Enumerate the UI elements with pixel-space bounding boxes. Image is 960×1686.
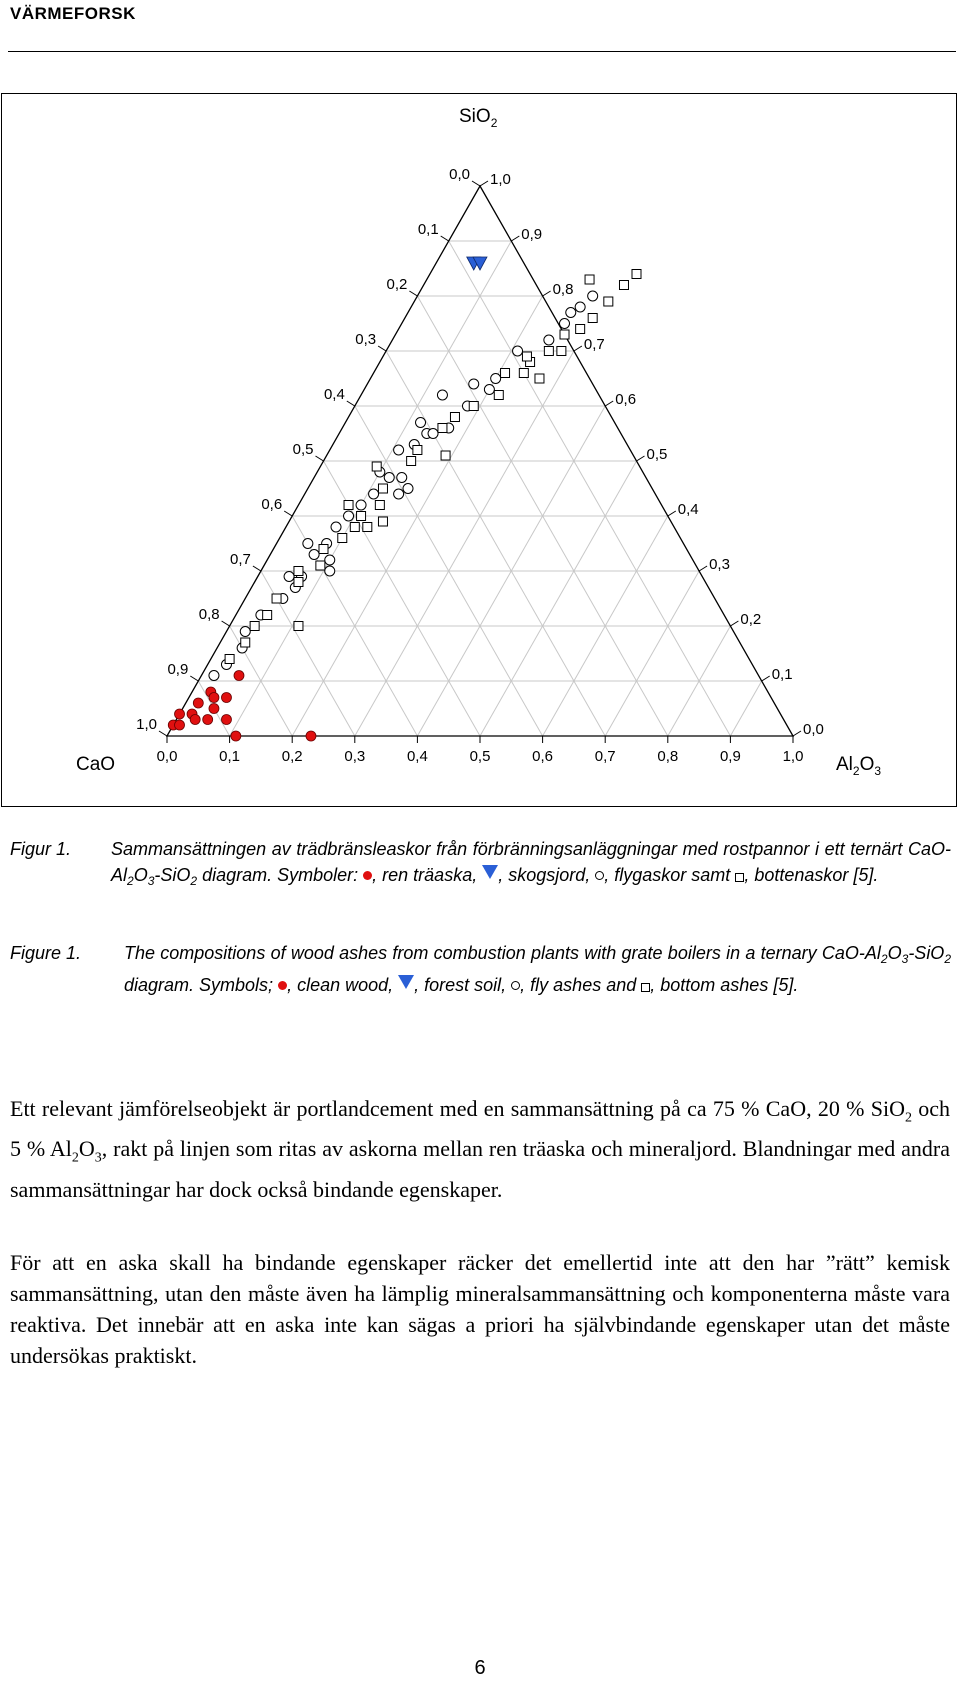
marker-clean-wood: [193, 698, 203, 708]
caption-sv-t7: , flygaskor samt: [604, 865, 736, 885]
tick-label-right: 0,3: [709, 556, 730, 573]
tick-label-left: 0,6: [261, 496, 283, 513]
tick-label-right: 0,5: [646, 446, 668, 463]
marker-bottom-ash: [357, 512, 366, 521]
marker-bottom-ash: [363, 523, 372, 532]
vertex-label-top: SiO$_2$: [459, 106, 498, 130]
tick-left: [316, 456, 324, 461]
marker-bottom-ash: [469, 402, 478, 411]
marker-bottom-ash: [494, 391, 503, 400]
marker-bottom-ash: [241, 638, 250, 647]
vertex-labels: [76, 106, 881, 778]
p1-t4: , rakt på linjen som ritas av askorna mellan ren träaska och mineraljord. Blandningar med andra sammansättningar har dock också bindande egenskaper.: [10, 1136, 950, 1202]
marker-fly-ash: [416, 418, 426, 428]
marker-fly-ash: [309, 550, 319, 560]
caption-sv-s3: 2: [190, 874, 198, 888]
tick-label-left: 0,1: [417, 221, 439, 238]
marker-fly-ash: [369, 489, 379, 499]
tick-label-left: 0,7: [230, 551, 251, 568]
tick-label-left: 0,0: [449, 166, 470, 183]
marker-bottom-ash: [378, 517, 387, 526]
marker-fly-ash: [303, 539, 313, 549]
caption-en-t2: O: [887, 943, 902, 963]
header-rule: [8, 51, 956, 52]
marker-fly-ash: [437, 390, 447, 400]
caption-sv-t8: , bottenaskor [5].: [744, 865, 879, 885]
tick-label-bottom: 1,0: [782, 748, 804, 765]
marker-bottom-ash: [441, 451, 450, 460]
marker-bottom-ash: [294, 622, 303, 631]
p1-s3: 3: [94, 1150, 102, 1166]
caption-en-text: [124, 940, 951, 998]
page-number: 6: [474, 1657, 486, 1679]
tick-right: [637, 456, 645, 461]
marker-fly-ash: [588, 291, 598, 301]
tick-left: [409, 291, 417, 296]
marker-bottom-ash: [344, 501, 353, 510]
tick-left: [441, 236, 449, 241]
marker-bottom-ash: [450, 413, 459, 422]
caption-en-s1: 2: [880, 952, 888, 966]
tick-left: [222, 621, 230, 626]
tick-right: [668, 511, 676, 516]
vertex-label-left: CaO: [76, 754, 116, 775]
marker-bottom-ash: [319, 545, 328, 554]
red-dot-symbol-icon: [278, 981, 287, 990]
caption-en-s2: 3: [901, 952, 909, 966]
marker-fly-ash: [397, 473, 407, 483]
marker-bottom-ash: [544, 347, 553, 356]
blue-triangle-symbol-icon: [482, 865, 498, 879]
grid-line: [605, 571, 699, 736]
tick-right: [762, 676, 770, 681]
marker-fly-ash: [209, 671, 219, 681]
marker-bottom-ash: [557, 347, 566, 356]
tick-right: [574, 346, 582, 351]
tick-left: [378, 346, 386, 351]
marker-fly-ash: [356, 500, 366, 510]
tick-label-left: 0,8: [198, 606, 220, 623]
marker-fly-ash: [394, 445, 404, 455]
ternary-diagram: [2, 94, 956, 806]
marker-bottom-ash: [378, 484, 387, 493]
caption-sv-t1: Sammansättningen av trädbränsleaskor från förbränningsanläggningar med rostpannor i ett ternärt CaO-Al: [111, 839, 951, 885]
caption-sv-s1: 2: [127, 874, 134, 888]
tick-label-right: 0,4: [677, 501, 699, 518]
caption-sv-t4: diagram. Symboler:: [197, 865, 364, 885]
marker-bottom-ash: [407, 457, 416, 466]
tick-label-bottom: 0,9: [719, 748, 741, 765]
marker-fly-ash: [428, 429, 438, 439]
tick-label-left: 1,0: [136, 716, 157, 733]
marker-fly-ash: [560, 319, 570, 329]
tick-label-right: 0,6: [615, 391, 637, 408]
tick-right: [730, 621, 738, 626]
marker-fly-ash: [325, 566, 335, 576]
caption-sv: [0, 836, 960, 916]
tick-label-bottom: 0,1: [219, 748, 241, 765]
marker-bottom-ash: [619, 281, 628, 290]
tick-label-bottom: 0,8: [657, 748, 679, 765]
marker-fly-ash: [331, 522, 341, 532]
tick-label-right: 1,0: [490, 171, 511, 188]
tick-label-right: 0,2: [740, 611, 762, 628]
marker-fly-ash: [384, 473, 394, 483]
marker-fly-ash: [484, 385, 494, 395]
caption-en-t1: The compositions of wood ashes from combustion plants with grate boilers in a ternary CaO-Al: [124, 943, 881, 963]
body-paragraph-2: För att en aska skall ha bindande egenskaper räcker det emellertid inte att den har ”rätt” kemisk sammansättning, utan den måste även ha lämplig mineralsammansättning och komponenterna måste vara reaktiva. Det innebär att en aska inte kan sägas a priori ha självbindande egenskaper utan det måste undersökas praktiskt.: [10, 1250, 950, 1368]
p1-s2: 2: [71, 1150, 79, 1166]
marker-bottom-ash: [585, 275, 594, 284]
marker-clean-wood: [231, 731, 241, 741]
tick-left: [190, 676, 198, 681]
grid-line: [730, 681, 761, 736]
marker-bottom-ash: [560, 330, 569, 339]
grid-lines: [198, 241, 761, 736]
tick-label-left: 0,2: [386, 276, 408, 293]
tick-label-bottom: 0,5: [469, 748, 491, 765]
tick-label-right: 0,1: [771, 666, 793, 683]
tick-left: [472, 181, 480, 186]
caption-en-t8: , bottom ashes [5].: [650, 975, 799, 995]
marker-bottom-ash: [316, 561, 325, 570]
tick-right: [793, 731, 801, 736]
open-square-symbol-icon: [641, 983, 650, 992]
marker-clean-wood: [203, 715, 213, 725]
tick-label-right: 0,9: [521, 226, 543, 243]
body-paragraph-1: [10, 1093, 950, 1205]
p1-t2: och 5 % Al: [10, 1096, 950, 1162]
caption-en-t3: -SiO: [908, 943, 945, 963]
tick-label-bottom: 0,6: [532, 748, 554, 765]
tick-label-bottom: 0,7: [594, 748, 616, 765]
tick-label-left: 0,3: [355, 331, 377, 348]
marker-bottom-ash: [438, 424, 447, 433]
marker-fly-ash: [344, 511, 354, 521]
p1-t1: Ett relevant jämförelseobjekt är portlandcement med en sammansättning på ca 75 % CaO, 20 % SiO: [10, 1096, 905, 1121]
marker-fly-ash: [513, 346, 523, 356]
marker-fly-ash: [544, 335, 554, 345]
marker-bottom-ash: [413, 446, 422, 455]
marker-clean-wood: [209, 704, 219, 714]
data-markers: [168, 257, 641, 741]
grid-line: [480, 461, 637, 736]
marker-clean-wood: [234, 671, 244, 681]
marker-fly-ash: [284, 572, 294, 582]
tick-left: [159, 731, 167, 736]
marker-fly-ash: [575, 302, 585, 312]
tick-label-bottom: 0,3: [344, 748, 366, 765]
grid-line: [230, 241, 512, 736]
marker-bottom-ash: [588, 314, 597, 323]
tick-label-left: 0,5: [292, 441, 314, 458]
caption-sv-t2: O: [133, 865, 148, 885]
red-dot-symbol-icon: [363, 871, 372, 880]
marker-clean-wood: [221, 693, 231, 703]
marker-bottom-ash: [338, 534, 347, 543]
marker-bottom-ash: [372, 462, 381, 471]
tick-left: [284, 511, 292, 516]
figure-frame: [1, 93, 957, 807]
tick-label-left: 0,9: [167, 661, 189, 678]
open-circle-symbol-icon: [511, 981, 520, 990]
tick-label-right: 0,7: [583, 336, 605, 353]
caption-sv-text: [111, 836, 951, 894]
tick-right: [480, 181, 488, 186]
marker-clean-wood: [221, 715, 231, 725]
marker-fly-ash: [566, 308, 576, 318]
caption-en-s3: 2: [944, 952, 951, 966]
marker-clean-wood: [190, 715, 200, 725]
tick-right: [511, 236, 519, 241]
marker-bottom-ash: [294, 578, 303, 587]
p1-s1: 2: [904, 1110, 912, 1126]
marker-bottom-ash: [272, 594, 281, 603]
marker-bottom-ash: [375, 501, 384, 510]
marker-bottom-ash: [519, 369, 528, 378]
marker-clean-wood: [209, 693, 219, 703]
caption-sv-t5: , ren träaska,: [372, 865, 483, 885]
marker-clean-wood: [175, 720, 185, 730]
caption-sv-t6: , skogsjord,: [498, 865, 596, 885]
marker-bottom-ash: [263, 611, 272, 620]
marker-bottom-ash: [535, 374, 544, 383]
caption-en-t6: , forest soil,: [414, 975, 512, 995]
vertex-label-right: $Al_2O_3$: [836, 754, 882, 778]
marker-bottom-ash: [576, 325, 585, 334]
marker-bottom-ash: [604, 297, 613, 306]
tick-left: [253, 566, 261, 571]
marker-fly-ash: [394, 489, 404, 499]
caption-en-t4: diagram. Symbols;: [124, 975, 279, 995]
tick-label-right: 0,8: [552, 281, 574, 298]
tick-label-right: 0,0: [803, 721, 824, 738]
marker-fly-ash: [469, 379, 479, 389]
marker-bottom-ash: [522, 352, 531, 361]
blue-triangle-symbol-icon: [398, 975, 414, 989]
marker-fly-ash: [403, 484, 413, 494]
tick-right: [699, 566, 707, 571]
running-header: VÄRMEFORSK: [10, 4, 136, 23]
tick-right: [543, 291, 551, 296]
marker-fly-ash: [491, 374, 501, 384]
marker-bottom-ash: [350, 523, 359, 532]
caption-sv-s2: 3: [147, 874, 155, 888]
marker-bottom-ash: [225, 655, 234, 664]
marker-bottom-ash: [294, 567, 303, 576]
caption-en-label: Figure 1.: [10, 943, 82, 963]
marker-bottom-ash: [250, 622, 259, 631]
tick-label-bottom: 0,0: [156, 748, 178, 765]
p1-t3: O: [78, 1136, 95, 1162]
open-circle-symbol-icon: [595, 871, 604, 880]
grid-line: [386, 351, 605, 736]
caption-en-t5: , clean wood,: [287, 975, 399, 995]
marker-clean-wood: [175, 709, 185, 719]
marker-fly-ash: [240, 627, 250, 637]
tick-label-left: 0,4: [323, 386, 345, 403]
tick-label-bottom: 0,4: [406, 748, 428, 765]
caption-sv-label: Figur 1.: [10, 839, 72, 859]
tick-right: [605, 401, 613, 406]
tick-label-bottom: 0,2: [281, 748, 303, 765]
caption-sv-t3: -SiO: [154, 865, 191, 885]
marker-fly-ash: [325, 555, 335, 565]
caption-en: [0, 940, 960, 1020]
marker-bottom-ash: [501, 369, 510, 378]
marker-clean-wood: [306, 731, 316, 741]
tick-left: [347, 401, 355, 406]
marker-bottom-ash: [632, 270, 641, 279]
caption-en-t7: , fly ashes and: [520, 975, 642, 995]
open-square-symbol-icon: [735, 873, 744, 882]
